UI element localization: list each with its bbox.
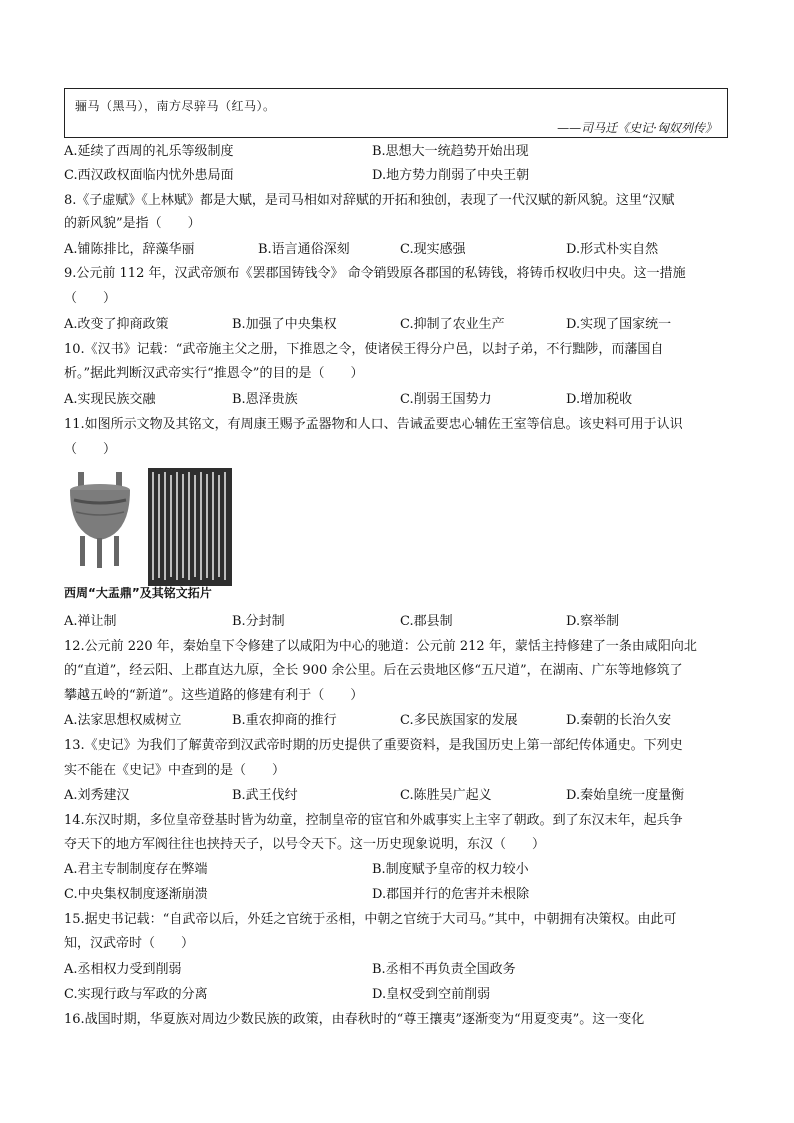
q10-option-c: C.削弱王国势力	[400, 392, 492, 407]
q13-option-c: C.陈胜吴广起义	[400, 788, 492, 803]
bronze-ding-rubbing-image	[64, 466, 234, 588]
quote-text: 骊马（黑马），南方尽骍马（红马）。	[75, 99, 276, 113]
inscription-rubbing-icon	[148, 468, 232, 586]
q10-option-a: A.实现民族交融	[64, 392, 156, 407]
q8-option-b: B.语言通俗深刻	[258, 242, 350, 257]
q13-stem-line2: 实不能在《史记》中查到的是（ ）	[64, 763, 286, 778]
q9-option-c: C.抑制了农业生产	[400, 317, 505, 332]
q14-option-a: A.君主专制制度存在弊端	[64, 862, 208, 877]
q15-option-a: A.丞相权力受到削弱	[64, 962, 182, 977]
q9-option-a: A.改变了抑商政策	[64, 317, 169, 332]
quote-source: ——司马迁《史记·匈奴列传》	[557, 121, 717, 135]
q8-stem-line1: 8.《子虚赋》《上林赋》都是大赋，是司马相如对辞赋的开拓和独创，表现了一代汉赋的新风貌。这里“汉赋	[64, 193, 675, 208]
q13-option-b: B.武王伐纣	[232, 788, 298, 803]
q12-stem-line1: 12.公元前 220 年，秦始皇下令修建了以咸阳为中心的驰道：公元前 212 年，蒙恬主持修建了一条由咸阳向北	[64, 639, 697, 654]
q11-stem-line2: （ ）	[64, 442, 117, 457]
q16-stem-line1: 16.战国时期，华夏族对周边少数民族的政策，由春秋时的“尊王攘夷”逐渐变为“用夏变夷”。这一变化	[64, 1012, 645, 1027]
q15-stem-line2: 知，汉武帝时（ ）	[64, 936, 195, 951]
quote-box	[64, 88, 728, 138]
q7-option-d: D.地方势力削弱了中央王朝	[372, 168, 530, 183]
q7-option-a: A.延续了西周的礼乐等级制度	[64, 144, 234, 159]
figure-caption: 西周“大盂鼎”及其铭文拓片	[64, 586, 212, 600]
q7-option-b: B.思想大一统趋势开始出现	[372, 144, 529, 159]
q11-option-d: D.察举制	[566, 614, 620, 629]
q9-option-d: D.实现了国家统一	[566, 317, 672, 332]
q13-option-a: A.刘秀建汉	[64, 788, 130, 803]
q14-option-c: C.中央集权制度逐渐崩溃	[64, 887, 208, 902]
q14-option-d: D.郡国并行的危害并未根除	[372, 887, 530, 902]
q12-option-c: C.多民族国家的发展	[400, 713, 518, 728]
q13-stem-line1: 13.《史记》为我们了解黄帝到汉武帝时期的历史提供了重要资料，是我国历史上第一部纪传体通史。下列史	[64, 738, 683, 753]
q8-option-d: D.形式朴实自然	[566, 242, 659, 257]
q12-stem-line3: 攀越五岭的“新道”。这些道路的修建有利于（ ）	[64, 688, 364, 703]
q11-stem-line1: 11.如图所示文物及其铭文，有周康王赐予孟器物和人口、告诫孟要忠心辅佐王室等信息。该史料可用于认识	[64, 417, 683, 432]
q11-option-c: C.郡县制	[400, 614, 453, 629]
q10-stem-line2: 析。”据此判断汉武帝实行“推恩令”的目的是（ ）	[64, 366, 364, 381]
q9-option-b: B.加强了中央集权	[232, 317, 337, 332]
q12-option-a: A.法家思想权威树立	[64, 713, 182, 728]
q10-option-d: D.增加税收	[566, 392, 633, 407]
q15-stem-line1: 15.据史书记载：“自武帝以后，外廷之官统于丞相，中朝之官统于大司马。”其中，中朝拥有决策权。由此可	[64, 912, 677, 927]
q10-option-b: B.恩泽贵族	[232, 392, 298, 407]
q14-stem-line1: 14.东汉时期，多位皇帝登基时皆为幼童，控制皇帝的宦官和外戚事实上主宰了朝政。到了东汉末年，起兵争	[64, 813, 683, 828]
q11-option-b: B.分封制	[232, 614, 285, 629]
q10-stem-line1: 10.《汉书》记载：“武帝施主父之册，下推恩之令，使诸侯王得分户邑，以封子弟，不行黜陟，而藩国自	[64, 342, 664, 357]
q15-option-c: C.实现行政与军政的分离	[64, 987, 208, 1002]
q14-stem-line2: 夺天下的地方军阀往往也挟持天子，以号令天下。这一历史现象说明，东汉（ ）	[64, 837, 546, 852]
q9-stem-line2: （ ）	[64, 291, 117, 306]
q12-stem-line2: 的“直道”，经云阳、上郡直达九原，全长 900 余公里。后在云贵地区修“五尺道”，在湖南、广东等地修筑了	[64, 663, 683, 678]
q12-option-d: D.秦朝的长治久安	[566, 713, 672, 728]
q7-option-c: C.西汉政权面临内忧外患局面	[64, 168, 234, 183]
q12-option-b: B.重农抑商的推行	[232, 713, 337, 728]
q15-option-b: B.丞相不再负责全国政务	[372, 962, 516, 977]
q9-stem-line1: 9.公元前 112 年，汉武帝颁布《罢郡国铸钱令》 命令销毁原各郡国的私铸钱，将铸币权收归中央。这一措施	[64, 266, 686, 281]
q8-option-c: C.现实感强	[400, 242, 466, 257]
q13-option-d: D.秦始皇统一度量衡	[566, 788, 685, 803]
q11-option-a: A.禅让制	[64, 614, 117, 629]
q8-option-a: A.铺陈排比，辞藻华丽	[64, 242, 195, 257]
q15-option-d: D.皇权受到空前削弱	[372, 987, 491, 1002]
q14-option-b: B.制度赋予皇帝的权力较小	[372, 862, 529, 877]
q8-stem-line2: 的新风貌”是指（ ）	[64, 216, 201, 231]
